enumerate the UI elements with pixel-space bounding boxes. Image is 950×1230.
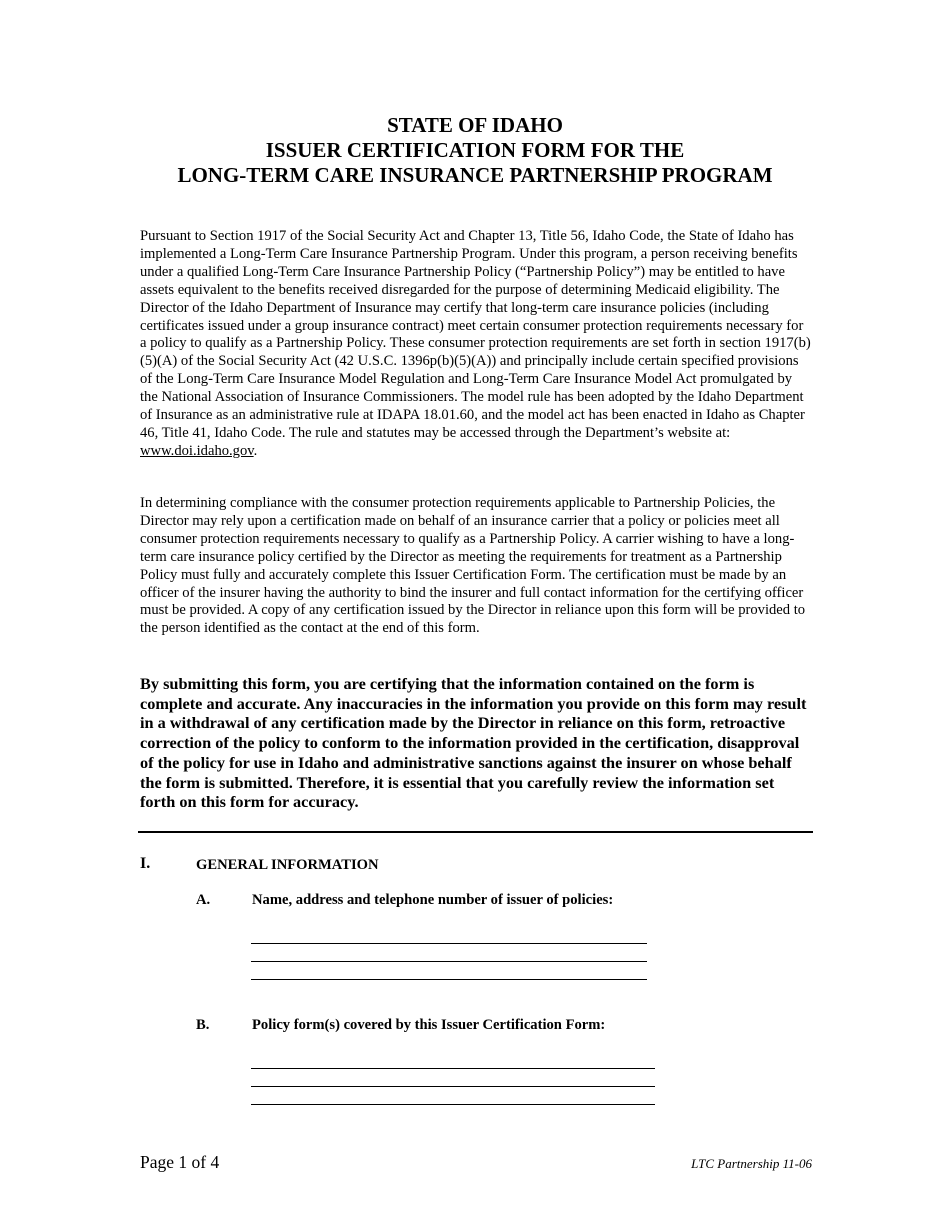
title-line-program: LONG-TERM CARE INSURANCE PARTNERSHIP PROGRAM — [177, 163, 773, 187]
item-a-label: Name, address and telephone number of issuer of policies: — [252, 892, 614, 908]
section-title: GENERAL INFORMATION — [196, 857, 379, 873]
policy-form-line-3[interactable] — [251, 1104, 655, 1105]
doi-website-link[interactable]: www.doi.idaho.gov — [140, 442, 254, 459]
issuer-line-2[interactable] — [251, 961, 647, 962]
intro-paragraph — [140, 228, 812, 461]
intro-text: Pursuant to Section 1917 of the Social Security Act and Chapter 13, Title 56, Idaho Code, the State of Idaho has implemented a Long-Term Care Insurance Partnership Program. Under this program, a person receiving benefits under a qualified Long-Term Care Insurance Partnership Policy (“Partnership Policy”) may be entitled to have assets equivalent to the benefits received disregarded for the purpose of determining Medicaid eligibility. The Director of the Idaho Department of Insurance may certify that long-term care insurance policies (including certificates issued under a group insurance contract) meet certain consumer protection requirements necessary for a policy to qualify as a Partnership Policy. These consumer protection requirements are set forth in section 1917(b)(5)(A) of the Social Security Act (42 U.S.C. 1396p(b)(5)(A)) and principally include certain specified provisions of the Long-Term Care Insurance Model Regulation and Long-Term Care Insurance Model Act promulgated by the National Association of Insurance Commissioners. The model rule has been adopted by the Idaho Department of Insurance as an administrative rule at IDAPA 18.01.60, and the model act has been enacted in Idaho as Chapter 46, Title 41, Idaho Code. The rule and statutes may be accessed through the Department’s website at: — [140, 228, 811, 441]
certification-warning: By submitting this form, you are certifying that the information contained on the form is complete and accurate. Any inaccuracies in the information you provide on this form may result in a withdrawal of any certification made by the Director in reliance on this form, retroactive correction of the policy to conform to the information provided in the certification, disapproval of the policy for use in Idaho and administrative sanctions against the insurer on whose behalf the form is submitted. Therefore, it is essential that you carefully review the information set forth on this form for accuracy. — [140, 674, 807, 812]
form-code: LTC Partnership 11-06 — [691, 1156, 812, 1171]
page-number: Page 1 of 4 — [140, 1152, 220, 1172]
item-a-letter: A. — [196, 892, 211, 908]
policy-form-line-2[interactable] — [251, 1086, 655, 1087]
title-line-form: ISSUER CERTIFICATION FORM FOR THE — [265, 138, 685, 162]
issuer-line-3[interactable] — [251, 979, 647, 980]
document-title — [0, 113, 950, 188]
compliance-paragraph: In determining compliance with the consumer protection requirements applicable to Partnership Policies, the Director may rely upon a certification made on behalf of an insurance carrier that a policy or policies meet all consumer protection requirements necessary to qualify as a Partnership Policy. A carrier wishing to have a long-term care insurance policy certified by the Director as meeting the requirements for treatment as a Partnership Policy must fully and accurately complete this Issuer Certification Form. The certification must be made by an officer of the insurer having the authority to bind the insurer and full contact information for the certifying officer must be provided. A copy of any certification issued by the Director in reliance upon this form will be provided to the person identified as the contact at the end of this form. — [140, 495, 806, 637]
issuer-line-1[interactable] — [251, 943, 647, 944]
policy-form-line-1[interactable] — [251, 1068, 655, 1069]
item-b-label: Policy form(s) covered by this Issuer Certification Form: — [252, 1017, 606, 1033]
intro-end: . — [253, 442, 258, 459]
item-b-letter: B. — [196, 1017, 210, 1033]
title-line-state: STATE OF IDAHO — [387, 113, 563, 137]
section-divider — [138, 831, 813, 833]
section-number: I. — [140, 855, 151, 872]
